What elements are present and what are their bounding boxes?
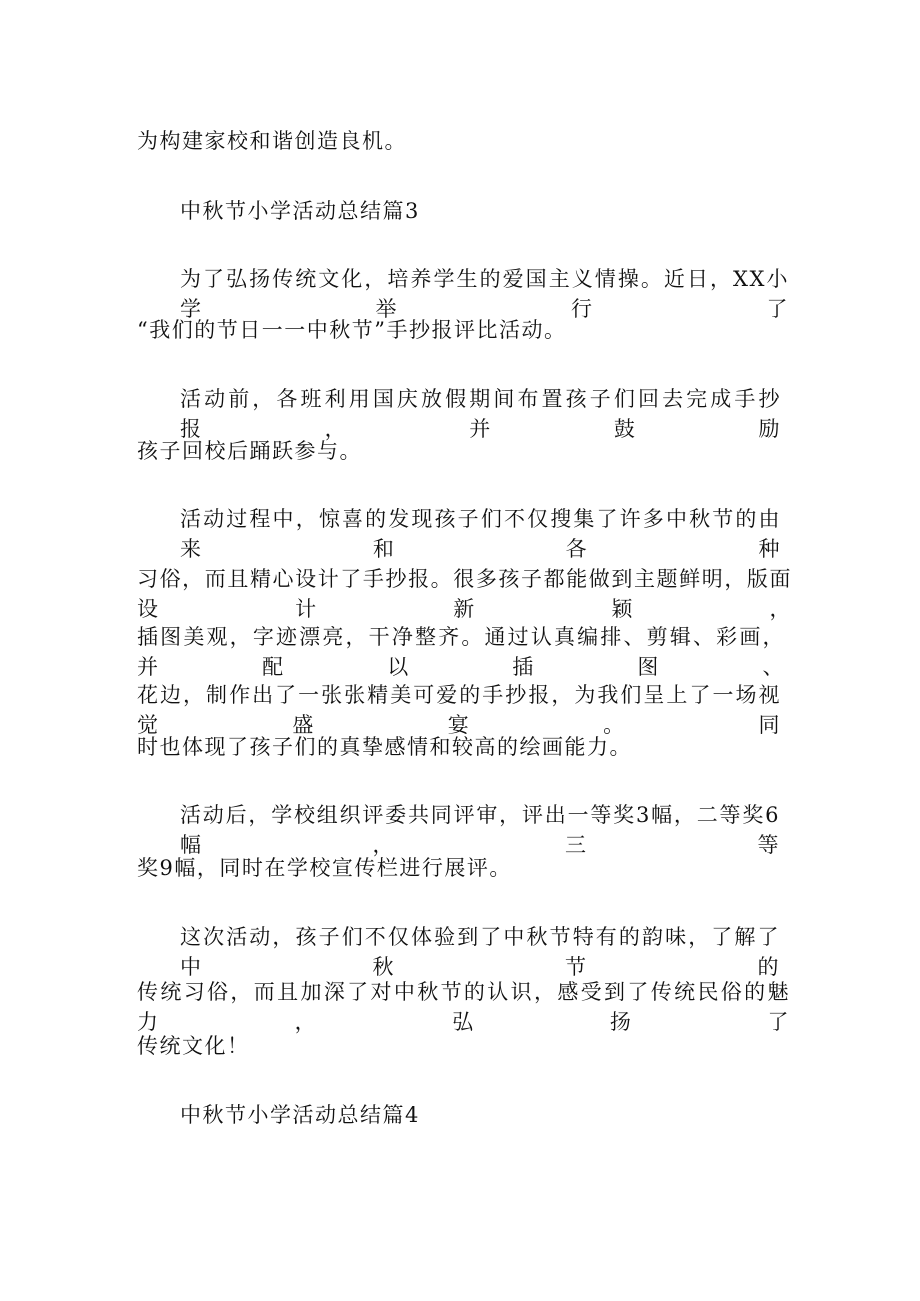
- paragraph-process-line-5: 时也体现了孩子们的真挚感情和较高的绘画能力。: [137, 735, 632, 759]
- paragraph-after-line-2: 奖9幅，同时在学校宣传栏进行展评。: [137, 856, 512, 880]
- paragraph-closing-line: 为构建家校和谐创造良机。: [137, 129, 407, 153]
- paragraph-after-line-1: 活动后，学校组织评委共同评审，评出一等奖3幅，二等奖6幅，三等: [180, 803, 780, 857]
- section-heading-3: 中秋节小学活动总结篇3: [180, 199, 420, 223]
- section-heading-4: 中秋节小学活动总结篇4: [180, 1103, 420, 1127]
- paragraph-before-line-1: 活动前，各班利用国庆放假期间布置孩子们回去完成手抄报，并鼓励: [180, 387, 781, 441]
- paragraph-before-line-2: 孩子回校后踊跃参与。: [137, 439, 362, 463]
- paragraph-intro-line-2: “我们的节日一一中秋节”手抄报评比活动。: [137, 318, 567, 342]
- paragraph-summary-line-3: 传统文化！: [137, 1034, 250, 1058]
- paragraph-process-line-3: 插图美观，字迹漂亮，干净整齐。通过认真编排、剪辑、彩画，并配以插图、: [137, 625, 785, 679]
- paragraph-summary-line-2: 传统习俗，而且加深了对中秋节的认识，感受到了传统民俗的魅力，弘扬了: [137, 980, 790, 1034]
- paragraph-summary-line-1: 这次活动，孩子们不仅体验到了中秋节特有的韵味，了解了中秋节的: [180, 925, 780, 979]
- paragraph-intro-line-1: 为了弘扬传统文化，培养学生的爱国主义情操。近日，XX小学举行了: [180, 267, 789, 321]
- paragraph-process-line-1: 活动过程中，惊喜的发现孩子们不仅搜集了许多中秋节的由来和各种: [180, 507, 781, 561]
- paragraph-process-line-4: 花边，制作出了一张张精美可爱的手抄报，为我们呈上了一场视觉盛宴。同: [137, 683, 781, 737]
- paragraph-process-line-2: 习俗，而且精心设计了手抄报。很多孩子都能做到主题鲜明，版面设计新颖，: [137, 567, 792, 621]
